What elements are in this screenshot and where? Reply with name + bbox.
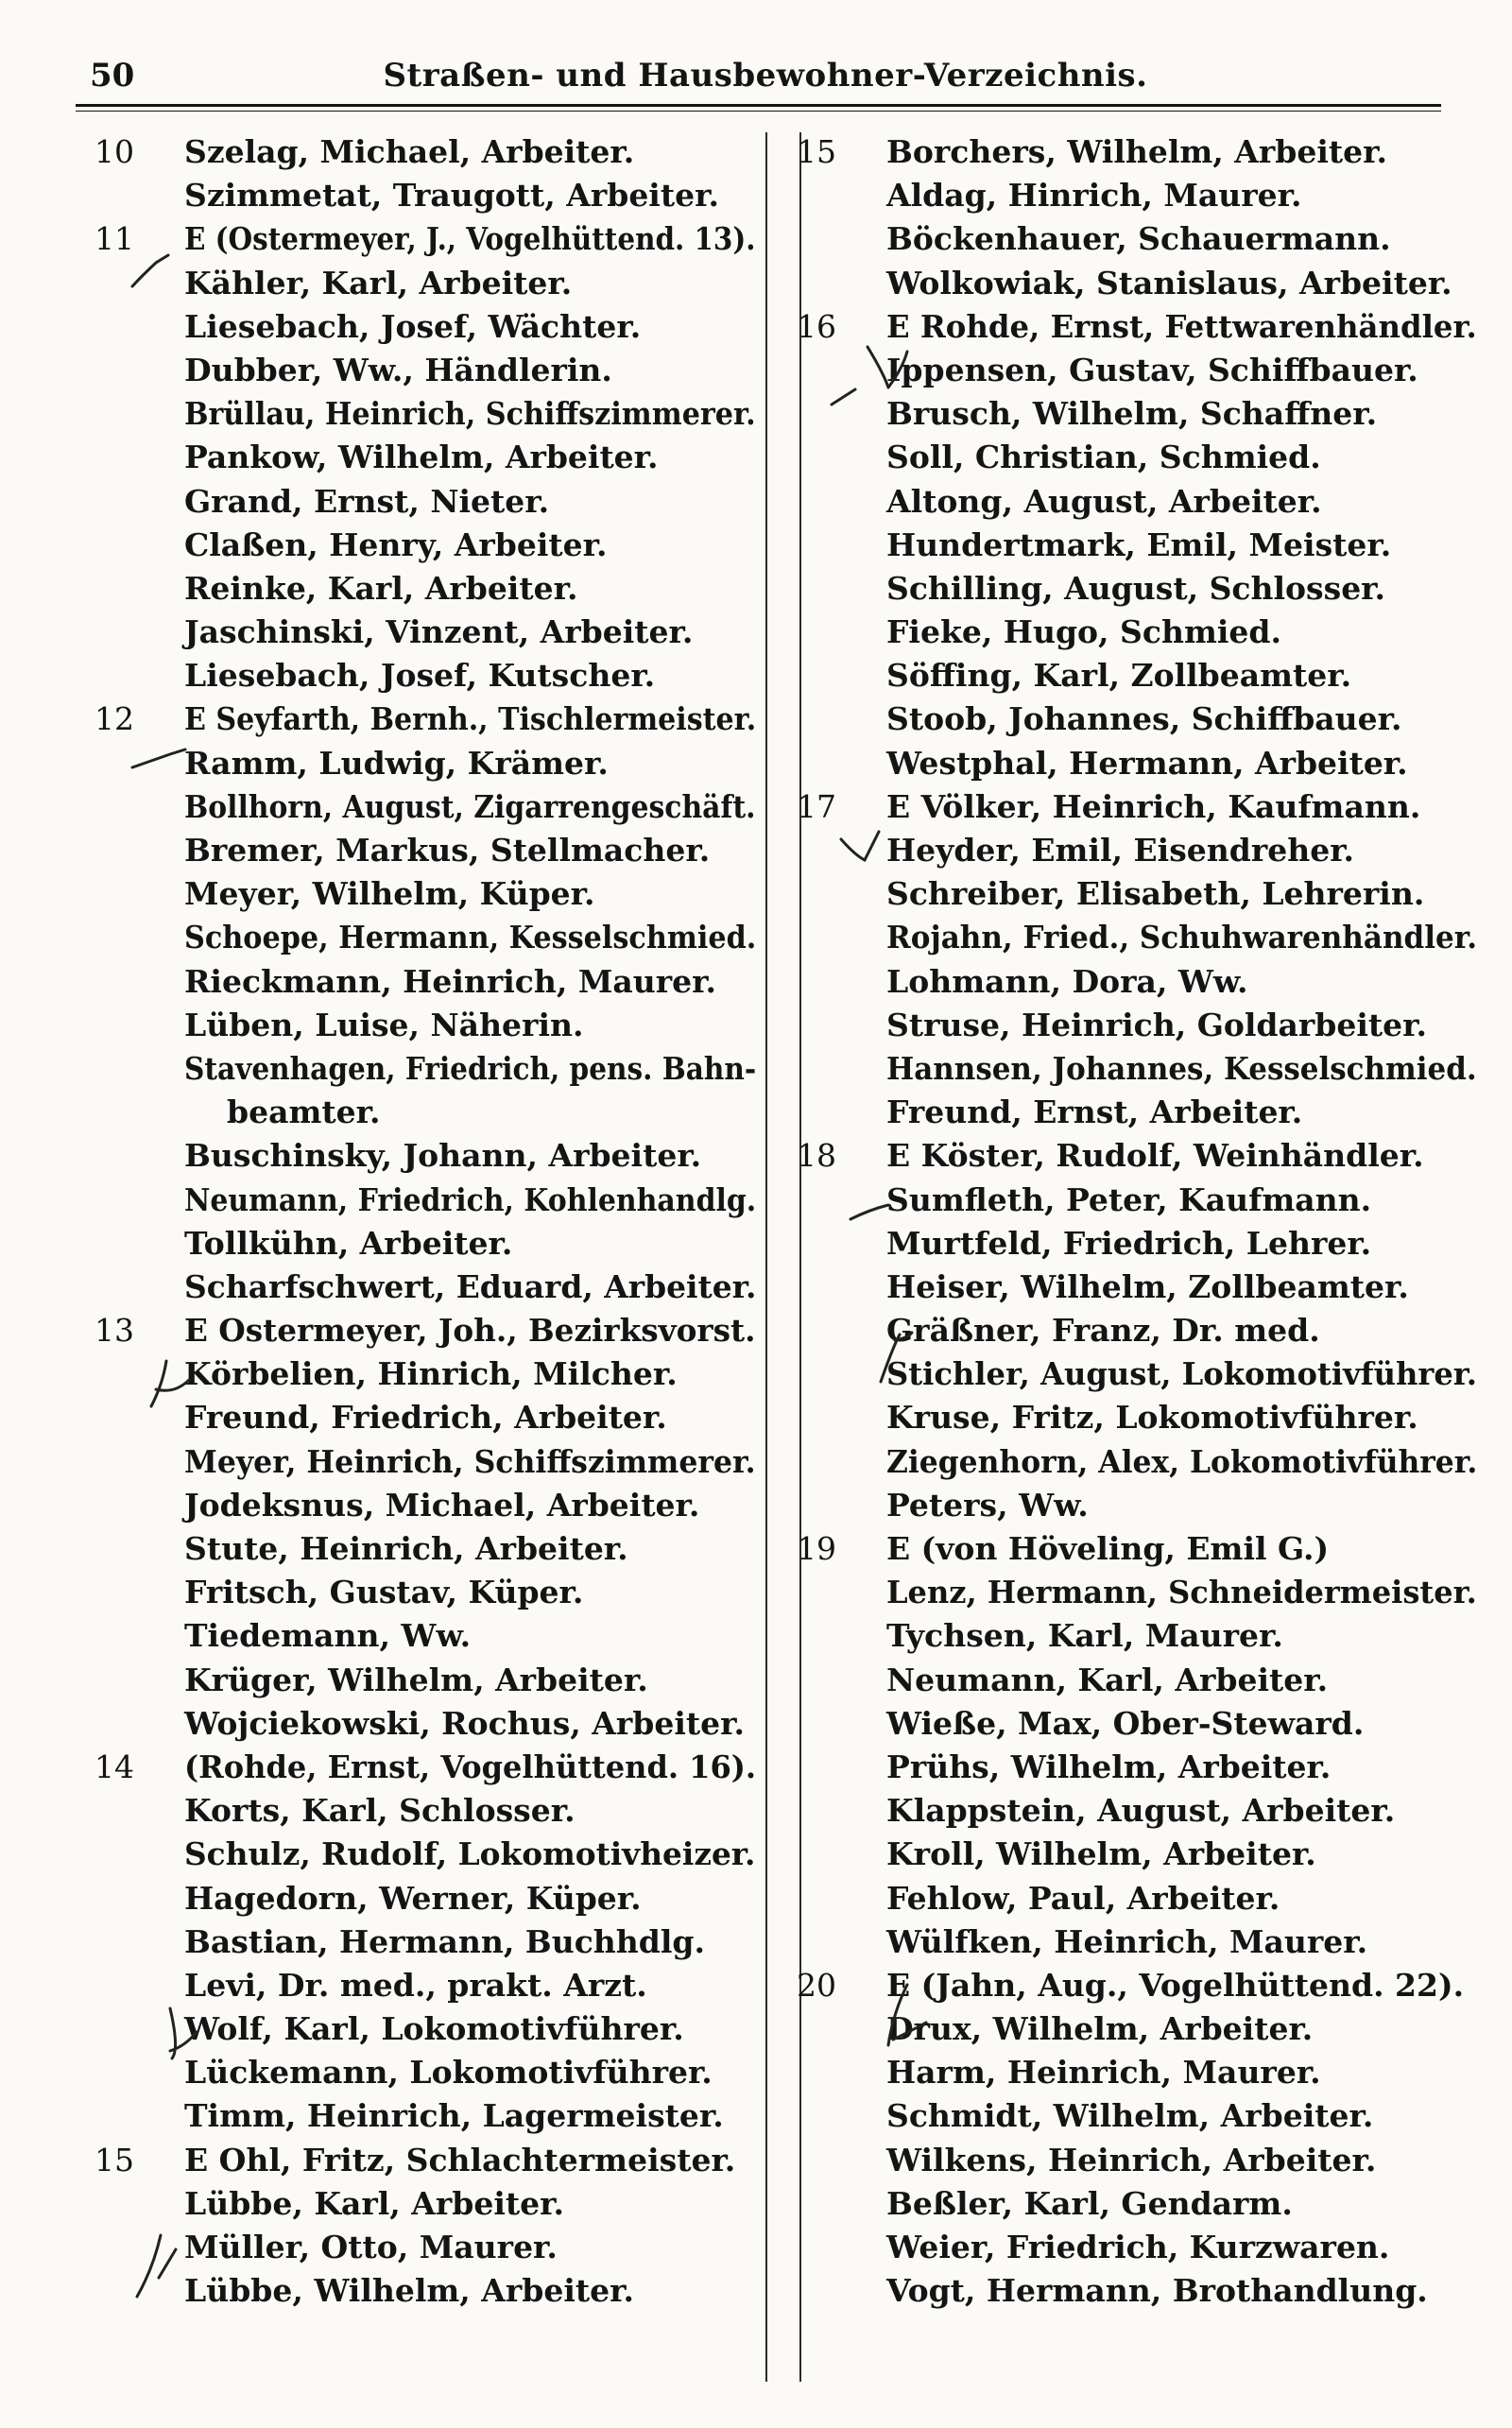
resident-entry: Reinke, Karl, Arbeiter.: [184, 569, 578, 607]
resident-entry: Timm, Heinrich, Lagermeister.: [184, 2097, 724, 2135]
directory-entry: [797, 2182, 1477, 2226]
resident-entry: Krüger, Wilhelm, Arbeiter.: [184, 1661, 648, 1698]
directory-entry: [94, 2094, 756, 2138]
page-header: [90, 49, 1441, 106]
directory-entry: [94, 1659, 756, 1702]
directory-entry: [797, 436, 1477, 479]
resident-entry: Schilling, August, Schlosser.: [886, 569, 1386, 607]
directory-entry: [797, 1746, 1477, 1789]
resident-entry: Peters, Ww.: [886, 1486, 1089, 1524]
right-column: [797, 130, 1477, 2313]
directory-entry: [797, 2007, 1477, 2051]
directory-entry: [797, 1484, 1477, 1527]
resident-entry: Sumfleth, Peter, Kaufmann.: [886, 1180, 1372, 1218]
resident-entry: Jodeksnus, Michael, Arbeiter.: [184, 1486, 700, 1524]
resident-entry: E Völker, Heinrich, Kaufmann.: [886, 787, 1421, 825]
directory-entry: [94, 392, 756, 436]
directory-entry: [94, 567, 756, 611]
page-number: 50: [90, 57, 135, 95]
resident-entry: E Ostermeyer, Joh., Bezirksvorst.: [184, 1312, 756, 1350]
directory-entry: [797, 262, 1477, 305]
directory-entry: [94, 524, 756, 567]
directory-entry: [94, 611, 756, 654]
directory-entry: [94, 1571, 756, 1614]
resident-entry: Rojahn, Fried., Schuhwarenhändler.: [886, 919, 1478, 956]
resident-entry: Kähler, Karl, Arbeiter.: [184, 264, 573, 301]
resident-entry: Murtfeld, Friedrich, Lehrer.: [886, 1224, 1372, 1262]
house-number: 20: [797, 1966, 836, 2004]
resident-entry: Stute, Heinrich, Arbeiter.: [184, 1530, 628, 1567]
directory-entry: [797, 697, 1477, 741]
resident-entry: Bremer, Markus, Stellmacher.: [184, 832, 711, 869]
column-divider: [765, 132, 767, 2382]
directory-entry: [797, 305, 1477, 349]
directory-entry: [94, 2051, 756, 2094]
directory-entry: [797, 2226, 1477, 2269]
directory-entry: [94, 742, 756, 785]
directory-entry: [94, 785, 756, 829]
resident-entry: Schmidt, Wilhelm, Arbeiter.: [886, 2097, 1374, 2135]
directory-entry: [797, 916, 1477, 959]
directory-entry: [94, 1440, 756, 1484]
directory-entry: [94, 1702, 756, 1746]
resident-entry: Hagedorn, Werner, Küper.: [184, 1879, 642, 1917]
resident-entry: Liesebach, Josef, Kutscher.: [184, 657, 656, 695]
directory-entry: [797, 217, 1477, 261]
resident-entry: Bollhorn, August, Zigarrengeschäft.: [184, 787, 756, 825]
directory-entry: [94, 1527, 756, 1571]
resident-entry: Söffing, Karl, Zollbeamter.: [886, 657, 1352, 695]
directory-entry: [797, 654, 1477, 697]
resident-entry: Hannsen, Johannes, Kesselschmied.: [886, 1049, 1477, 1087]
directory-entry: [94, 480, 756, 524]
directory-entry: [797, 1091, 1477, 1134]
directory-entry: [797, 567, 1477, 611]
directory-entry: [797, 1004, 1477, 1047]
resident-entry: Lohmann, Dora, Ww.: [886, 962, 1248, 1000]
directory-entry: [94, 2139, 756, 2182]
resident-entry: Stavenhagen, Friedrich, pens. Bahn-: [184, 1049, 757, 1087]
directory-entry: [797, 480, 1477, 524]
directory-entry: [797, 130, 1477, 174]
directory-entry: [94, 1789, 756, 1833]
directory-entry: [94, 262, 756, 305]
resident-entry: Jaschinski, Vinzent, Arbeiter.: [184, 613, 694, 651]
directory-entry: [797, 785, 1477, 829]
resident-entry: Müller, Otto, Maurer.: [184, 2229, 558, 2265]
directory-entry: [797, 1179, 1477, 1222]
directory-entry: [797, 2269, 1477, 2313]
directory-entry: [94, 174, 756, 217]
resident-entry: Drux, Wilhelm, Arbeiter.: [886, 2010, 1314, 2048]
house-number: 19: [797, 1530, 836, 1567]
resident-entry: Freund, Friedrich, Arbeiter.: [184, 1399, 667, 1437]
resident-entry: Liesebach, Josef, Wächter.: [184, 307, 642, 345]
directory-entry: [797, 349, 1477, 392]
resident-entry: Stoob, Johannes, Schiffbauer.: [886, 700, 1402, 738]
resident-entry: Brüllau, Heinrich, Schiffszimmerer.: [184, 395, 756, 433]
directory-entry: [94, 1047, 756, 1091]
resident-entry: Körbelien, Hinrich, Milcher.: [184, 1355, 678, 1393]
directory-entry: [797, 1440, 1477, 1484]
resident-entry: Tychsen, Karl, Maurer.: [886, 1617, 1283, 1655]
resident-entry: E Köster, Rudolf, Weinhändler.: [886, 1137, 1424, 1175]
directory-entry: [94, 349, 756, 392]
directory-entry: [94, 1484, 756, 1527]
resident-entry: Tollkühn, Arbeiter.: [184, 1224, 513, 1262]
directory-entry: [94, 1920, 756, 1964]
house-number: 13: [94, 1312, 134, 1350]
directory-entry: [94, 697, 756, 741]
directory-entry: [797, 174, 1477, 217]
directory-entry: [797, 1309, 1477, 1352]
directory-entry: [797, 1702, 1477, 1746]
resident-entry: Fieke, Hugo, Schmied.: [886, 613, 1281, 651]
resident-entry: Lenz, Hermann, Schneidermeister.: [886, 1574, 1477, 1611]
directory-entry: [797, 1266, 1477, 1309]
resident-entry: Hundertmark, Emil, Meister.: [886, 525, 1392, 563]
directory-entry: [797, 742, 1477, 785]
resident-entry: Weier, Friedrich, Kurzwaren.: [886, 2229, 1390, 2265]
directory-entry: [797, 1352, 1477, 1396]
directory-entry: [797, 611, 1477, 654]
directory-entry: [797, 524, 1477, 567]
directory-entry: [797, 1877, 1477, 1920]
resident-entry: Westphal, Hermann, Arbeiter.: [886, 744, 1408, 782]
resident-entry: Gräßner, Franz, Dr. med.: [886, 1312, 1320, 1350]
resident-entry: Grand, Ernst, Nieter.: [184, 482, 550, 520]
resident-entry: Böckenhauer, Schauermann.: [886, 220, 1391, 258]
resident-entry: Kroll, Wilhelm, Arbeiter.: [886, 1835, 1316, 1873]
directory-entry: [94, 1091, 756, 1134]
resident-entry: Wilkens, Heinrich, Arbeiter.: [886, 2141, 1377, 2178]
directory-entry: [94, 1877, 756, 1920]
directory-entry: [797, 1571, 1477, 1614]
directory-entry: [94, 654, 756, 697]
resident-entry: Freund, Ernst, Arbeiter.: [886, 1093, 1303, 1131]
house-number: 11: [94, 220, 134, 258]
directory-entry: [797, 1659, 1477, 1702]
house-number: 15: [797, 133, 836, 170]
house-number: 12: [94, 700, 134, 738]
resident-entry: Borchers, Wilhelm, Arbeiter.: [886, 133, 1387, 170]
house-number: 17: [797, 787, 836, 825]
resident-entry: Scharfschwert, Eduard, Arbeiter.: [184, 1267, 757, 1305]
resident-entry: Altong, August, Arbeiter.: [886, 482, 1322, 520]
directory-entry: [797, 1789, 1477, 1833]
directory-entry: [94, 1964, 756, 2007]
resident-entry: Szimmetat, Traugott, Arbeiter.: [184, 177, 719, 215]
resident-entry: Neumann, Karl, Arbeiter.: [886, 1661, 1329, 1698]
directory-entry: [94, 1179, 756, 1222]
house-number: 10: [94, 133, 134, 170]
directory-entry: [797, 1614, 1477, 1658]
directory-entry: [797, 1396, 1477, 1439]
resident-entry: (Rohde, Ernst, Vogelhüttend. 16).: [184, 1748, 757, 1785]
resident-entry: beamter.: [227, 1093, 381, 1131]
resident-entry: Levi, Dr. med., prakt. Arzt.: [184, 1966, 647, 2004]
resident-entry: Soll, Christian, Schmied.: [886, 439, 1321, 476]
directory-entry: [94, 960, 756, 1004]
resident-entry: Korts, Karl, Schlosser.: [184, 1792, 576, 1830]
directory-entry: [797, 960, 1477, 1004]
header-rule: [76, 104, 1441, 107]
resident-entry: Lübbe, Wilhelm, Arbeiter.: [184, 2272, 634, 2310]
directory-entry: [94, 2182, 756, 2226]
resident-entry: Fehlow, Paul, Arbeiter.: [886, 1879, 1280, 1917]
resident-entry: Ziegenhorn, Alex, Lokomotivführer.: [886, 1442, 1478, 1480]
left-column: [94, 130, 756, 2313]
resident-entry: Fritsch, Gustav, Küper.: [184, 1574, 584, 1611]
resident-entry: Dubber, Ww., Händlerin.: [184, 351, 612, 388]
directory-entry: [94, 1396, 756, 1439]
house-number: 18: [797, 1137, 836, 1175]
resident-entry: E Ohl, Fritz, Schlachtermeister.: [184, 2141, 736, 2178]
directory-entry: [797, 2051, 1477, 2094]
directory-entry: [797, 1527, 1477, 1571]
resident-entry: Ramm, Ludwig, Krämer.: [184, 744, 609, 782]
resident-entry: Buschinsky, Johann, Arbeiter.: [184, 1137, 702, 1175]
resident-entry: Meyer, Wilhelm, Küper.: [184, 875, 595, 913]
resident-entry: Wolkowiak, Stanislaus, Arbeiter.: [886, 264, 1452, 301]
directory-entry: [797, 1134, 1477, 1178]
resident-entry: Schoepe, Hermann, Kesselschmied.: [184, 919, 757, 956]
resident-entry: E (von Höveling, Emil G.): [886, 1530, 1330, 1567]
resident-entry: Prühs, Wilhelm, Arbeiter.: [886, 1748, 1332, 1785]
resident-entry: Heiser, Wilhelm, Zollbeamter.: [886, 1267, 1409, 1305]
resident-entry: E Seyfarth, Bernh., Tischlermeister.: [184, 700, 757, 738]
resident-entry: Struse, Heinrich, Goldarbeiter.: [886, 1006, 1427, 1043]
resident-entry: Tiedemann, Ww.: [184, 1617, 472, 1655]
resident-entry: Wojciekowski, Rochus, Arbeiter.: [184, 1704, 745, 1742]
page-title: Straßen- und Hausbewohner-Verzeichnis.: [383, 57, 1148, 95]
resident-entry: Claßen, Henry, Arbeiter.: [184, 525, 608, 563]
resident-entry: Pankow, Wilhelm, Arbeiter.: [184, 439, 659, 476]
resident-entry: Rieckmann, Heinrich, Maurer.: [184, 962, 716, 1000]
directory-entry: [94, 2226, 756, 2269]
directory-entry: [94, 1222, 756, 1266]
directory-entry: [797, 872, 1477, 916]
directory-entry: [94, 1309, 756, 1352]
directory-entry: [94, 217, 756, 261]
resident-entry: Wülfken, Heinrich, Maurer.: [886, 1922, 1368, 1960]
directory-entry: [94, 1134, 756, 1178]
directory-entry: [94, 436, 756, 479]
directory-entry: [797, 392, 1477, 436]
directory-entry: [797, 829, 1477, 872]
resident-entry: Neumann, Friedrich, Kohlenhandlg.: [184, 1180, 757, 1218]
resident-entry: Aldag, Hinrich, Maurer.: [886, 177, 1302, 215]
directory-entry: [797, 1920, 1477, 1964]
resident-entry: Klappstein, August, Arbeiter.: [886, 1792, 1396, 1830]
resident-entry: Wieße, Max, Ober-Steward.: [886, 1704, 1365, 1742]
directory-entry: [797, 2139, 1477, 2182]
resident-entry: Heyder, Emil, Eisendreher.: [886, 832, 1355, 869]
resident-entry: Bastian, Hermann, Buchhdlg.: [184, 1922, 705, 1960]
directory-entry: [94, 829, 756, 872]
resident-entry: Lückemann, Lokomotivführer.: [184, 2054, 713, 2092]
directory-entry: [94, 130, 756, 174]
directory-entry: [94, 1746, 756, 1789]
house-number: 16: [797, 307, 836, 345]
directory-entry: [797, 1047, 1477, 1091]
header-rule-thin: [76, 111, 1441, 112]
resident-entry: Meyer, Heinrich, Schiffszimmerer.: [184, 1442, 756, 1480]
resident-entry: Lüben, Luise, Näherin.: [184, 1006, 584, 1043]
directory-entry: [94, 916, 756, 959]
resident-entry: Wolf, Karl, Lokomotivführer.: [184, 2010, 684, 2048]
resident-entry: E Rohde, Ernst, Fettwarenhändler.: [886, 307, 1477, 345]
resident-entry: E (Ostermeyer, J., Vogelhüttend. 13).: [184, 220, 756, 258]
resident-entry: Ippensen, Gustav, Schiffbauer.: [886, 351, 1418, 388]
directory-entry: [94, 2007, 756, 2051]
directory-entry: [797, 1222, 1477, 1266]
directory-entry: [94, 1833, 756, 1876]
resident-entry: Szelag, Michael, Arbeiter.: [184, 133, 635, 170]
directory-entry: [797, 1833, 1477, 1876]
directory-entry: [797, 1964, 1477, 2007]
directory-entry: [94, 1352, 756, 1396]
directory-entry: [94, 1266, 756, 1309]
resident-entry: E (Jahn, Aug., Vogelhüttend. 22).: [886, 1966, 1465, 2004]
directory-entry: [797, 2094, 1477, 2138]
house-number: 15: [94, 2141, 134, 2178]
directory-entry: [94, 305, 756, 349]
resident-entry: Harm, Heinrich, Maurer.: [886, 2054, 1321, 2092]
resident-entry: Beßler, Karl, Gendarm.: [886, 2184, 1293, 2222]
resident-entry: Stichler, August, Lokomotivführer.: [886, 1355, 1478, 1393]
directory-entry: [94, 1004, 756, 1047]
resident-entry: Vogt, Hermann, Brothandlung.: [886, 2272, 1428, 2310]
resident-entry: Brusch, Wilhelm, Schaffner.: [886, 395, 1378, 433]
directory-entry: [94, 872, 756, 916]
resident-entry: Schreiber, Elisabeth, Lehrerin.: [886, 875, 1425, 913]
directory-entry: [94, 1614, 756, 1658]
resident-entry: Schulz, Rudolf, Lokomotivheizer.: [184, 1835, 756, 1873]
house-number: 14: [94, 1748, 134, 1785]
resident-entry: Lübbe, Karl, Arbeiter.: [184, 2184, 564, 2222]
directory-entry: [94, 2269, 756, 2313]
resident-entry: Kruse, Fritz, Lokomotivführer.: [886, 1399, 1418, 1437]
